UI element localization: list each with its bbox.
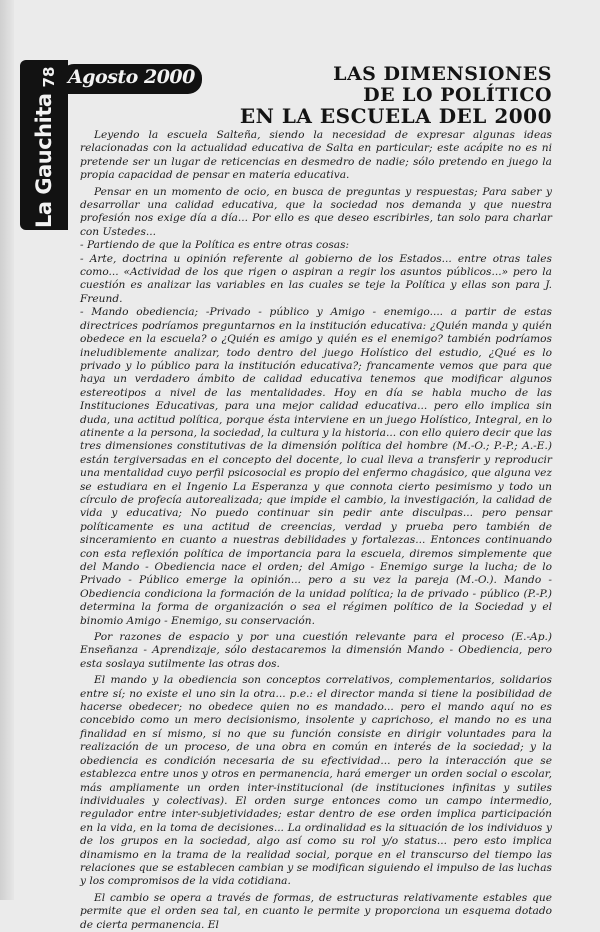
article-title [200,64,552,127]
paragraph-7: El mando y la obediencia son conceptos correlativos, complementarios, solidarios entre sí; no existe el uno sin la otra... p.e.: el director manda si tiene la posibilidad de hacerse obedecer; no obedece quien no es mandado... pero el mando aquí no es concebido como un mero decisionismo, insolente y caprichoso, el mando no es una finalidad en sí mismo, si no que su función consiste en dirigir voluntades para la realización de un proceso, de una obra en común en interés de la sociedad; y la obediencia es condición necesaria de su efectividad... pero la interacción que se establezca entre unos y otros en permanencia, hará emerger un orden social o escolar, más ampliamente un orden inter-institucional (de instituciones infinitas y sutiles individuales y colectivas). El orden surge entonces como un campo intermedio, regulador entre inter-subjetividades; estar dentro de ese orden implica participación en la vida, en la toma de decisiones... La ordinalidad es la situación de los individuos y de los grupos en la sociedad, algo así como su rol y/o status... pero esto implica dinamismo en la trama de la realidad social, porque en el transcurso del tiempo las relaciones que se establecen cambian y se modifican siguiendo el impulso de las luchas y los compromisos de la vida cotidiana. [80,674,552,888]
date-banner [60,64,202,94]
date-label [68,66,195,88]
month: Agosto [68,66,138,88]
paragraph-2: Pensar en un momento de ocio, en busca de preguntas y respuestas; Para saber y desarrollar una calidad educativa, que la sociedad nos demanda y que nuestra profesión nos exige día a día... Por ello es que deseo escribirles, tan solo para charlar con Ustedes... [80,185,552,238]
title-line-2: DE LO POLÍTICO [363,84,552,106]
title-line-1: LAS DIMENSIONES [333,63,552,85]
masthead [20,60,202,112]
paragraph-1: Leyendo la escuela Salteña, siendo la necesidad de expresar algunas ideas relacionadas con la actualidad educativa de Salta en particular; este acápite no es ni pretende ser un lugar de reticencias en desmedro de nadie; sólo pretendo en juego la propia capacidad de pensar en materia educativa. [80,129,552,182]
publication-name: La Gauchita [32,93,56,228]
paragraph-5: - Mando obediencia; -Privado - público y Amigo - enemigo.... a partir de estas directrices podríamos preguntarnos en la institución educativa: ¿Quién manda y quién obedece en la escuela? o ¿Quién es amigo y quién es el enemigo? también podríamos ineludiblemente analizar, todo dentro del juego Holístico del estudio, ¿Qué es lo privado y lo público para la institución educativa?; francamente vemos que para que haya un verdadero ámbito de calidad educativa tenemos que modificar algunos estereotipos a nivel de las mentalidades. Hoy en día se habla mucho de las Instituciones Educativas, para una mejor calidad educativa... pero ello implica sin duda, una actitud política, porque ésta interviene en un juego Holístico, Integral, en lo atinente a la persona, la sociedad, la cultura y la historia... con ello quiero decir que las tres dimensiones constitutivas de la dimensión política del hombre (M.-O.; P.-P.; A.-E.) están tergiversadas en el concepto del docente, lo cual lleva a transferir y reproducir una mentalidad cuyo perfil psicosocial es propio del enfermo chagásico, que alguna vez se estudiara en el Ingenio La Esperanza y que connota cierto pesimismo y todo un círculo de profecía autorealizada; que impide el cambio, la investigación, la calidad de vida y educativa; No puedo continuar sin pedir ante disculpas... pero pensar políticamente es una actitud de creencias, verdad y prueba pero también de sinceramiento en cuanto a nuestras debilidades y fortalezas... Entonces continuando con esta reflexión política de importancia para la escuela, diremos simplemente que del Mando - Obediencia nace el orden; del Amigo - Enemigo surge la lucha; de lo Privado - Público emerge la opinión... pero a su vez la pareja (M.-O.). Mando - Obediencia condiciona la formación de la unidad política; la de privado - público (P.-P.) determina la forma de organización o sea el régimen político de la Sociedad y el binomio Amigo - Enemigo, su conservación. [80,306,552,627]
paragraph-3: - Partiendo de que la Política es entre otras cosas: [80,239,350,252]
paragraph-4: - Arte, doctrina u opinión referente al gobierno de los Estados... entre otras tales como... «Actividad de los que rigen o aspiran a regir los asuntos públicos...» pero la cuestión es analizar las variables en las cuales se teje la Política y ellas son para J. Freund. [80,252,552,305]
paragraph-8: El cambio se opera a través de formas, de estructuras relativamente estables que permite que el orden sea tal, en cuanto le permite y proporciona un esquema dotado de cierta permanencia. El [80,891,552,931]
issue-number: 78 [40,66,58,88]
page-edge [0,0,14,900]
article-body [80,129,552,932]
paragraph-6: Por razones de espacio y por una cuestión relevante para el proceso (E.-Ap.) Enseñanza - Aprendizaje, sólo destacaremos la dimensión Mando - Obediencia, pero esta soslaya sutilmente las otras dos. [80,631,552,670]
title-line-3: EN LA ESCUELA DEL 2000 [239,104,552,128]
year: 2000 [143,66,195,88]
